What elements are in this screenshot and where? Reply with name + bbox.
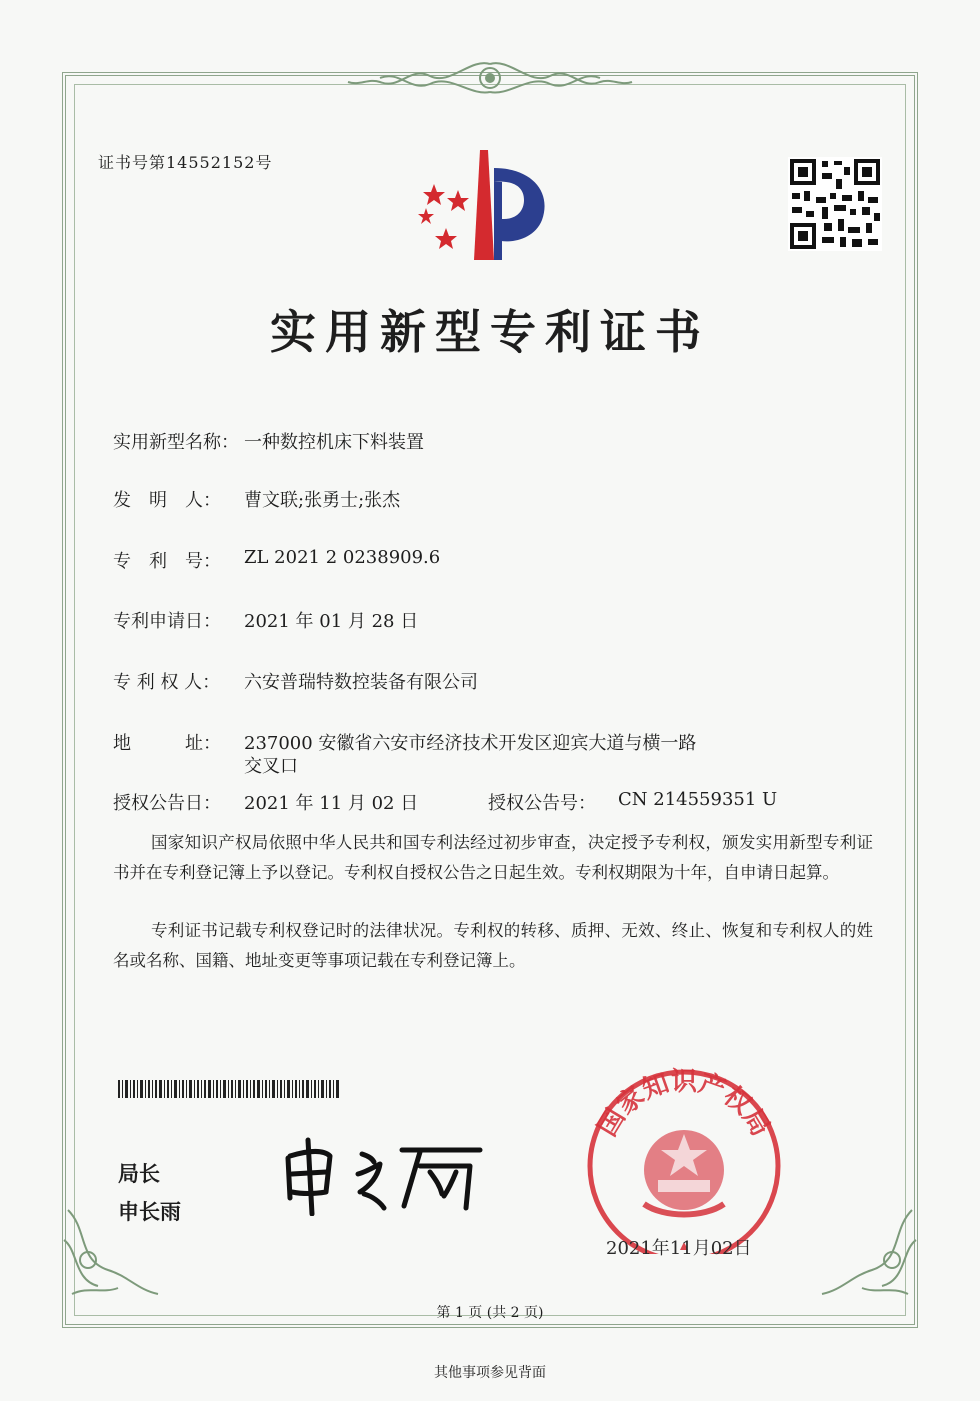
- patentee-value: 六安普瑞特数控装备有限公司: [244, 672, 478, 693]
- address-value-line2: 交叉口: [244, 756, 298, 777]
- director-title: 局长: [118, 1162, 160, 1186]
- director-signature-icon: [280, 1136, 490, 1216]
- utility-model-name-value: 一种数控机床下料装置: [244, 432, 424, 453]
- filing-date-label: 专利申请日：: [113, 611, 221, 632]
- official-seal-icon: [574, 1054, 794, 1254]
- back-page-note: 其他事项参见背面: [434, 1365, 546, 1381]
- seal-date: 2021年11月02日: [606, 1238, 752, 1259]
- seal-text: 国家知识产权局: [592, 1067, 776, 1142]
- director-name: 申长雨: [118, 1200, 181, 1224]
- utility-model-name-label: 实用新型名称：: [113, 432, 239, 453]
- filing-date-value: 2021 年 01 月 28 日: [244, 611, 419, 632]
- patent-number-label: 专 利 号：: [113, 551, 221, 572]
- legal-status-paragraph: 专利证书记载专利权登记时的法律状况。专利权的转移、质押、无效、终止、恢复和专利权人的姓名或名称、国籍、地址变更等事项记载在专利登记簿上。: [113, 921, 873, 970]
- grant-statement-paragraph: 国家知识产权局依照中华人民共和国专利法经过初步审查，决定授予专利权，颁发实用新型专利证书并在专利登记簿上予以登记。专利权自授权公告之日起生效。专利权期限为十年，自申请日起算。: [113, 833, 873, 882]
- grant-date-value: 2021 年 11 月 02 日: [244, 793, 419, 814]
- certificate-number: 证书号第14552152号: [98, 153, 273, 172]
- qr-code-icon: [788, 157, 882, 251]
- barcode-icon: [118, 1080, 340, 1098]
- inventor-label: 发 明 人：: [113, 490, 221, 511]
- address-label: 地 址：: [113, 733, 221, 754]
- inventor-value: 曹文联;张勇士;张杰: [244, 490, 401, 511]
- patentee-label: 专 利 权 人：: [113, 672, 221, 693]
- grant-date-label: 授权公告日：: [113, 793, 221, 814]
- certificate-title: 实用新型专利证书: [270, 305, 710, 359]
- bottom-right-ornament-icon: [812, 1190, 922, 1300]
- top-ornament-icon: [340, 56, 640, 100]
- page-indicator: 第 1 页 (共 2 页): [436, 1305, 544, 1321]
- address-value-line1: 237000 安徽省六安市经济技术开发区迎宾大道与横一路: [244, 733, 697, 754]
- grant-number-value: CN 214559351 U: [618, 789, 778, 810]
- grant-number-label: 授权公告号：: [488, 793, 596, 814]
- patent-number-value: ZL 2021 2 0238909.6: [244, 547, 441, 568]
- patent-office-logo-icon: [414, 148, 564, 264]
